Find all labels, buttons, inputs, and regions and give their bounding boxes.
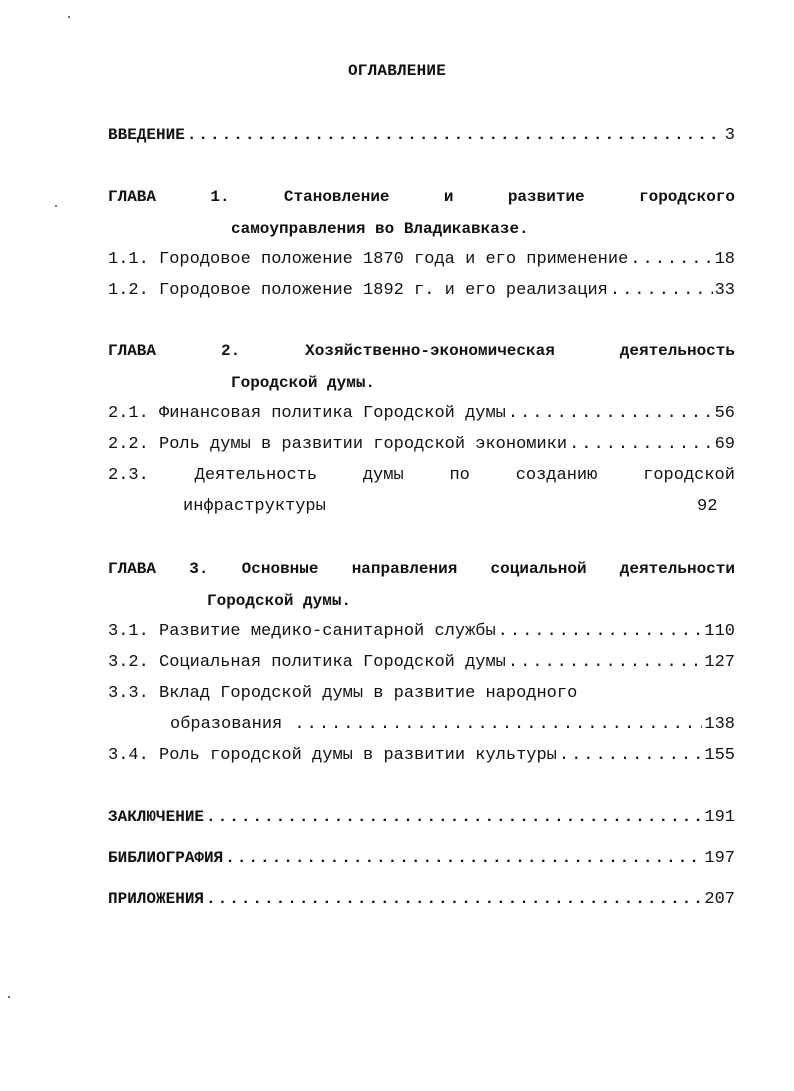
- word: ГЛАВА: [108, 188, 157, 206]
- word: направления: [351, 560, 458, 578]
- word: и: [443, 188, 454, 206]
- page-number: 155: [704, 746, 735, 765]
- section-number: 3.1.: [108, 622, 149, 641]
- section-number: 2.3.: [108, 466, 149, 485]
- page-number: 207: [704, 890, 735, 909]
- toc-entry-3-3-continuation: [170, 715, 735, 739]
- page-number: 69: [714, 435, 735, 454]
- toc-entry-3-1: [108, 622, 735, 646]
- scan-speck: [8, 996, 10, 998]
- section-title: Финансовая политика Городской думы: [159, 404, 506, 423]
- word: 3.: [189, 560, 209, 578]
- toc-entry-appendices: [108, 890, 735, 914]
- section-title: Городовое положение 1892 г. и его реализация: [159, 281, 608, 300]
- chapter-3-heading: [108, 560, 735, 584]
- toc-entry-1-1: [108, 250, 735, 274]
- section-title: Городовое положение 1870 года и его применение: [159, 250, 629, 269]
- toc-entry-3-3: [108, 684, 735, 708]
- section-number: 1.1.: [108, 250, 149, 269]
- word: городского: [638, 188, 735, 206]
- leader-dots: [508, 404, 713, 423]
- page-number: 56: [714, 404, 735, 423]
- scan-speck: [55, 205, 57, 207]
- word: Деятельность: [194, 466, 318, 485]
- word: развитие: [507, 188, 585, 206]
- page-number: 92: [697, 497, 718, 516]
- section-title: Роль думы в развитии городской экономики: [159, 435, 568, 454]
- section-title: Социальная политика Городской думы: [159, 653, 506, 672]
- section-number: 2.1.: [108, 404, 149, 423]
- section-number: 2.2.: [108, 435, 149, 454]
- leader-dots: [569, 435, 713, 454]
- toc-label: ВВЕДЕНИЕ: [108, 126, 185, 144]
- section-title: Вклад Городской думы в развитие народного: [159, 684, 578, 703]
- scan-speck: [68, 16, 70, 18]
- toc-entry-intro: [108, 126, 735, 150]
- toc-entry-2-2: [108, 435, 735, 459]
- section-number: 3.4.: [108, 746, 149, 765]
- page-number: 197: [704, 849, 735, 868]
- word: Становление: [283, 188, 390, 206]
- toc-label: ПРИЛОЖЕНИЯ: [108, 890, 205, 908]
- word: по: [449, 466, 470, 485]
- section-title: Роль городской думы в развитии культуры: [159, 746, 557, 765]
- toc-label: БИБЛИОГРАФИЯ: [108, 849, 224, 867]
- word: созданию: [515, 466, 598, 485]
- leader-dots: [508, 653, 703, 672]
- chapter-1-title-continuation: самоуправления во Владикавказе.: [231, 220, 529, 238]
- word: ГЛАВА: [108, 560, 157, 578]
- section-number: 3.3.: [108, 684, 149, 703]
- leader-dots: [225, 849, 702, 867]
- word: 1.: [210, 188, 230, 206]
- section-title-continuation: инфраструктуры: [183, 497, 326, 516]
- toc-entry-3-4: [108, 746, 735, 770]
- page-number: 127: [704, 653, 735, 672]
- word: 2.: [220, 342, 241, 360]
- word: думы: [362, 466, 404, 485]
- section-title: Развитие медико-санитарной службы: [159, 622, 496, 641]
- toc-entry-3-2: [108, 653, 735, 677]
- toc-entry-1-2: [108, 281, 735, 305]
- page-number: 3: [724, 126, 735, 145]
- leader-dots: [294, 715, 702, 734]
- word: ГЛАВА: [108, 342, 157, 360]
- page-number: 191: [704, 808, 735, 827]
- page-title: ОГЛАВЛЕНИЕ: [347, 62, 446, 80]
- chapter-2-heading: [108, 342, 735, 366]
- section-number: 3.2.: [108, 653, 149, 672]
- toc-entry-conclusion: [108, 808, 735, 832]
- page-number: 33: [714, 281, 735, 300]
- word: деятельности: [619, 560, 735, 578]
- chapter-2-title-continuation: Городской думы.: [231, 374, 376, 392]
- leader-dots: [610, 281, 713, 300]
- word: городской: [643, 466, 735, 485]
- leader-dots: [559, 746, 703, 765]
- leader-dots: [498, 622, 703, 641]
- toc-entry-2-3: [108, 466, 735, 490]
- page-number: 138: [704, 715, 735, 734]
- word: деятельность: [619, 342, 735, 360]
- leader-dots: [206, 808, 702, 826]
- page-number: 110: [704, 622, 735, 641]
- toc-label: ЗАКЛЮЧЕНИЕ: [108, 808, 205, 826]
- page-number: 18: [714, 250, 735, 269]
- chapter-1-heading: [108, 188, 735, 212]
- word: Основные: [241, 560, 319, 578]
- toc-entry-2-1: [108, 404, 735, 428]
- leader-dots: [630, 250, 712, 269]
- chapter-3-title-continuation: Городской думы.: [207, 592, 352, 610]
- section-title-continuation: образования: [170, 715, 283, 734]
- word: социальной: [490, 560, 587, 578]
- word: Хозяйственно-экономическая: [305, 342, 555, 360]
- section-number: 1.2.: [108, 281, 149, 300]
- leader-dots: [206, 890, 702, 908]
- leader-dots: [187, 126, 723, 144]
- toc-entry-bibliography: [108, 849, 735, 873]
